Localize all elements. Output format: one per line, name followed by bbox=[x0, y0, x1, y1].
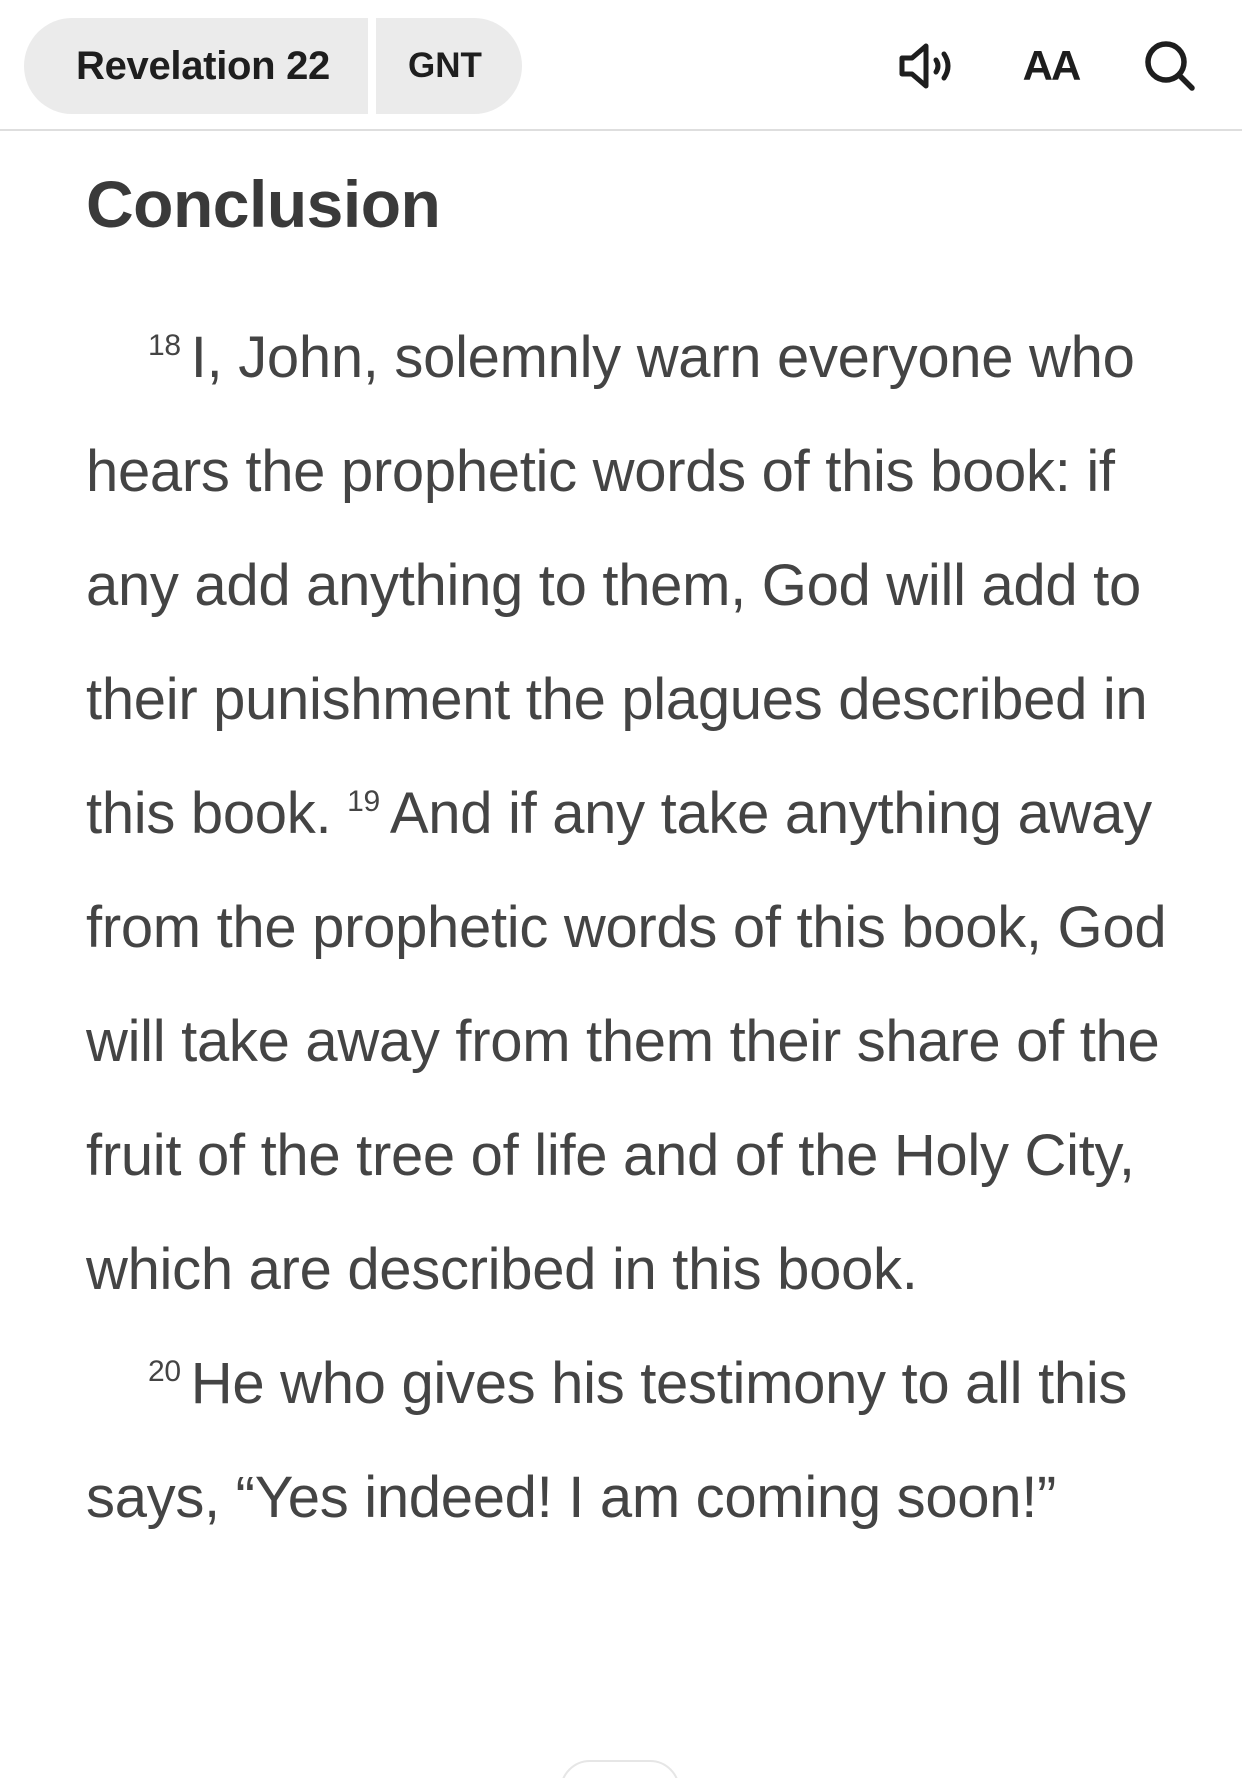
chapter-content bbox=[86, 131, 1186, 1555]
verse-number: 19 bbox=[347, 785, 380, 818]
verse-text[interactable]: And if any take anything away from the prophetic words of this book, God will take away from them their share of the fruit of the tree of life and of the Holy City, which are described in this book. bbox=[86, 781, 1167, 1302]
verse-text[interactable]: I, John, solemnly warn everyone who hears the prophetic words of this book: if any add anything to them, God will add to their punishment the plagues described in this book. bbox=[86, 325, 1148, 846]
passage bbox=[86, 301, 1186, 1555]
version-button[interactable]: GNT bbox=[376, 18, 522, 114]
section-heading: Conclusion bbox=[86, 167, 441, 241]
verse-number: 20 bbox=[148, 1355, 181, 1388]
top-bar bbox=[0, 0, 1242, 131]
search-icon[interactable] bbox=[1138, 34, 1202, 98]
pill-divider bbox=[368, 18, 376, 114]
bottom-handle[interactable] bbox=[560, 1760, 680, 1778]
paragraph bbox=[86, 301, 1186, 1327]
font-settings-button[interactable]: AA bbox=[1022, 42, 1080, 89]
verse-number: 18 bbox=[148, 329, 181, 362]
verse-text[interactable]: He who gives his testimony to all this says, “Yes indeed! I am coming soon!” bbox=[86, 1351, 1128, 1530]
reference-selector bbox=[24, 18, 522, 114]
book-chapter-button[interactable]: Revelation 22 bbox=[24, 18, 368, 114]
paragraph bbox=[86, 1327, 1186, 1555]
speaker-icon[interactable] bbox=[896, 34, 960, 98]
